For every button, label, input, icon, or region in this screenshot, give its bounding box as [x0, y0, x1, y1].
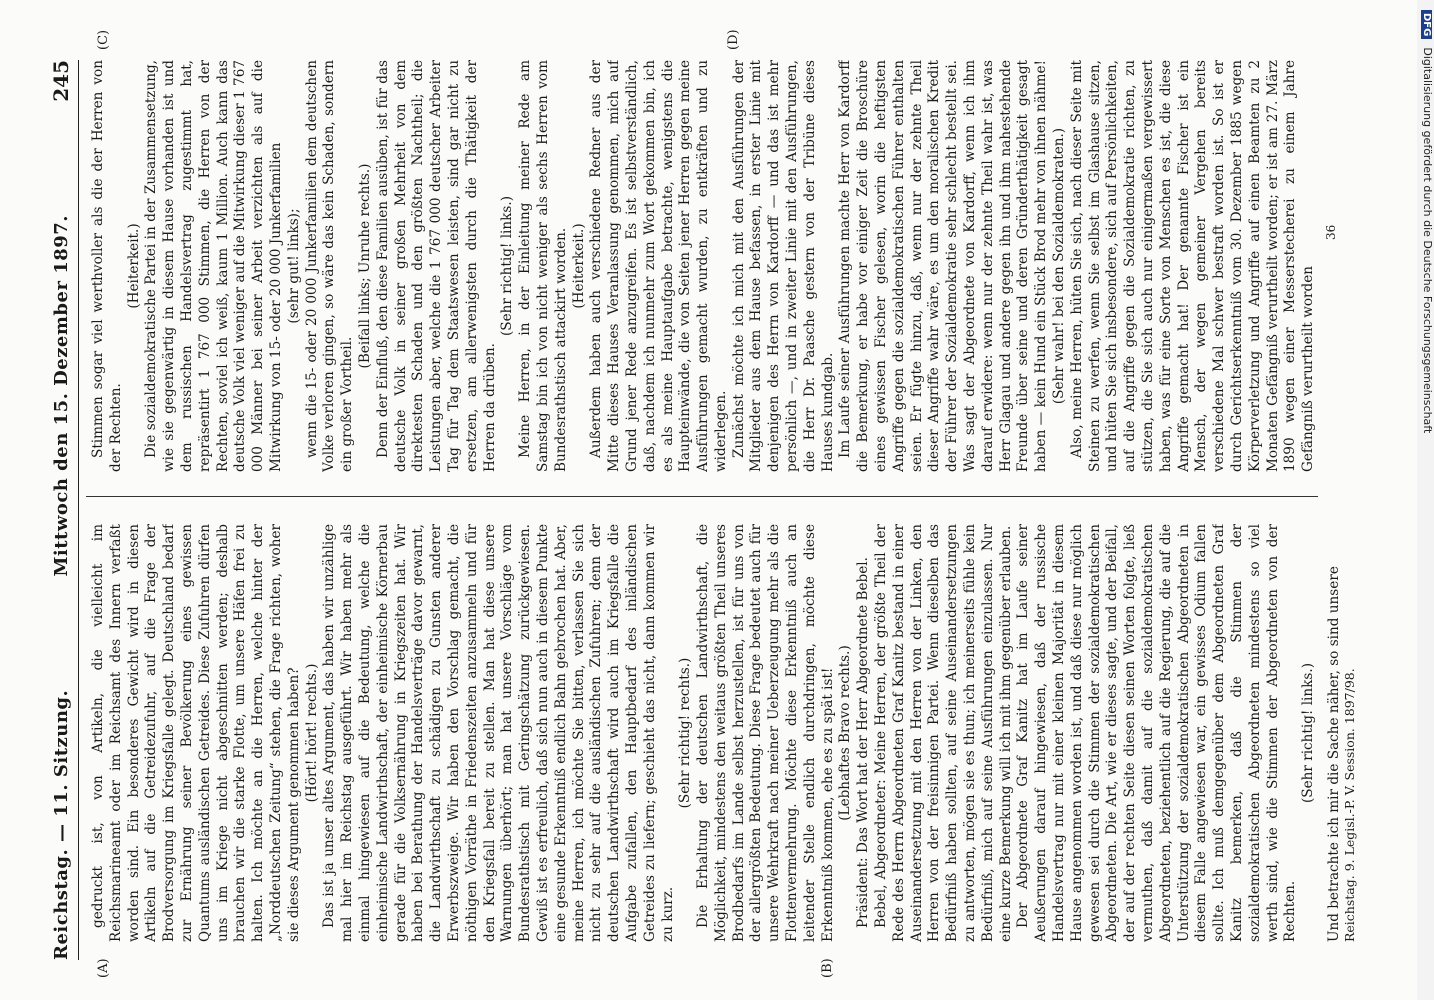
interjection: (Hört! hört! rechts.) [303, 663, 320, 803]
page-header [44, 60, 79, 960]
right-column [90, 60, 1316, 472]
paragraph: Denn der Einfluß, den diese Familien ausüben, ist für das deutsche Volk in seiner großen Mehrheit von dem direktesten Schaden und den größten Nachtheil; die Leistungen aber, welche die 1 767 000 deutscher Arbeiter Tag für Tag dem Staatswesen leisten, sind gar nicht zu ersetzen, am allerwenigsten durch die Thätigkeit der Herren da drüben. [374, 60, 498, 472]
interjection: (Lebhaftes Bravo rechts.) [837, 645, 854, 821]
column-divider [86, 496, 1318, 497]
interjection: (sehr gut! links); [285, 208, 302, 324]
sheet-count: 36 [1324, 224, 1338, 240]
paragraph: Präsident: Das Wort hat der Herr Abgeordnete Bebel. [855, 557, 872, 928]
paragraph: Meine Herren, in der Einleitung meiner Rede am Samstag bin ich von nicht weniger als sechs Herren vom Bundesrathstisch attackirt worden. [517, 60, 569, 472]
header-date: Mittwoch den 15. Dezember 1897. [50, 214, 72, 577]
credit-text: Digitalisierung gefördert durch die Deutsche Forschungsgemeinschaft [1421, 47, 1434, 434]
marker-b: (B) [820, 958, 835, 978]
paragraph: Also, meine Herren, hüten Sie sich, nach dieser Seite mit Steinen zu werfen, wenn Sie selbst im Glashause sitzen, und hüten Sie sich insbesondere, sich auf Persönlichkeiten, auf die Angriffe gegen die Sozialdemokratie richten, zu stützen, die Sie sich auch nur einigermaßen vergewissert haben, was für eine Sorte von Menschen es ist, die diese Angriffe gemacht hat! Der genannte Fischer ist ein Mensch, der wegen gemeiner Vergehen bereits verschiedene Mal schwer bestraft worden ist. So ist er durch Gerichtserkenntniß vom 30. Dezember 1885 wegen Körperverletzung und Angriffe auf einen Beamten zu 2 Monaten Gefängniß verurtheilt worden; er ist am 27. März 1890 wegen einer Messerstecherei zu einem Jahre Gefängniß verurtheilt worden [1068, 60, 1316, 472]
paragraph: Zunächst möchte ich mich mit den Ausführungen der Mitglieder aus dem Hause befassen, in erster Linie mit denjenigen des Herrn von Kardorff — und das ist mehr persönlich —, und in zweiter Linie mit den Ausführungen, die Herr Dr. Paasche gestern von der Tribüne dieses Hauses kundgab. [730, 60, 836, 472]
marker-a: (A) [96, 958, 111, 978]
digitization-credit [1421, 10, 1434, 433]
paragraph: gedruckt ist, von Artikeln, die vielleicht im Reichsmarineamt oder im Reichsamt des Innern verfaßt worden sind. Ein besonderes Gewicht wird in diesen Artikeln auf die Getreidezufuhr, auf die Frage der Brodversorgung im Kriegsfalle gelegt. Deutschland bedarf zur Ernährung seiner Bevölkerung eines gewissen Quantums ausländischen Getreides. Diese Zufuhren dürfen uns im Kriege nicht abgeschnitten werden; deshalb brauchen wir die starke Flotte, um unsere Häfen frei zu halten. Ich möchte an die Herren, welche hinter der „Norddeutschen Zeitung“ stehen, die Frage richten, woher sie dieses Argument genommen haben? [90, 524, 302, 942]
marker-c: (C) [96, 29, 111, 50]
marker-d: (D) [726, 29, 741, 50]
paragraph: Das ist ja unser altes Argument, das haben wir unzählige mal hier im Reichstag ausgeführt. Wir haben mehr als einmal hingewiesen auf die Bedeutung, welche die einheimische Landwirthschaft, der einheimische Körnerbau gerade für die Volksernährung in Kriegszeiten hat. Wir haben bei Berathung der Handelsverträge davor gewarnt, die Landwirthschaft zu schädigen zu Gunsten anderer Erwerbszweige. Wir haben den Vorschlag gemacht, die nöthigen Vorräthe in Friedenszeiten anzusammeln und für den Kriegsfall bereit zu stellen. Man hat diese unsere Warnungen überhört; man hat unsere Vorschläge vom Bundesrathstisch mit Geringschätzung zurückgewiesen. Gewiß ist es erfreulich, daß sich nun auch in diesem Punkte eine gesunde Erkenntniß endlich Bahn gebrochen hat. Aber, meine Herren, ich möchte Sie bitten, verlassen Sie sich nicht zu sehr auf die ausländischen Zufuhren; denn der deutschen Landwirthschaft wird auch im Kriegsfalle die Aufgabe zufallen, den Hauptbedarf des inländischen Getreides zu liefern; geschieht das nicht, dann kommen wir zu kurz. [321, 524, 676, 942]
paragraph: Außerdem haben auch verschiedene Redner aus der Mitte dieses Hauses Veranlassung genommen, mich auf Grund jener Rede anzugreifen. Es ist selbstverständlich, daß, nachdem ich nunmehr zum Wort gekommen bin, ich es als meine Hauptaufgabe betrachte, wenigstens die Haupteinwände, die von Seiten jener Herren gegen meine Ausführungen gemacht wurden, zu entkräften und zu widerlegen. [588, 60, 729, 472]
paragraph: Stimmen sogar viel werthvoller als die der Herren von der Rechten. [90, 60, 124, 472]
page-number: 245 [49, 60, 73, 102]
paragraph: Der Abgeordnete Graf Kanitz hat im Laufe seiner Aeußerungen darauf hingewiesen, daß der russische Handelsvertrag nur mit einer kleinen Majorität in diesem Hause angenommen worden ist, und daß diese nur möglich gewesen sei durch die Stimmen der sozialdemokratischen Abgeordneten. Die Art, wie er dieses sagte, und der Beifall, der auf der rechten Seite diesen seinen Worten folgte, ließ vermuthen, daß damit auf die sozialdemokratischen Abgeordneten, beziehentlich auf die Regierung, die auf die Unterstützung der sozialdemokratischen Abgeordneten in diesem Falle angewiesen war, ein gewisses Odium fallen sollte. Ich muß demgegenüber dem Abgeordneten Graf Kanitz bemerken, daß die Stimmen der sozialdemokratischen Abgeordneten mindestens so viel werth sind, wie die Stimmen der Abgeordneten von der Rechten. [1015, 524, 1299, 942]
paragraph: Die sozialdemokratische Partei in der Zusammensetzung, wie sie gegenwärtig in diesem Hause vorhanden ist und dem russischen Handelsvertrag zugestimmt hat, repräsentirt 1 767 000 Stimmen, die Herren von der Rechten, soviel ich weiß, kaum 1 Million. Auch kann das deutsche Volk viel weniger auf die Mitwirkung dieser 1 767 000 Männer bei seiner Arbeit verzichten als auf die Mitwirkung von 15- oder 20 000 Junkerfamilien [143, 60, 284, 472]
interjection: (Beifall links; Unruhe rechts.) [356, 163, 373, 369]
paragraph: wenn die 15- oder 20 000 Junkerfamilien dem deutschen Volke verloren gingen, so wäre das kein Schaden, sondern ein großer Vortheil. [303, 60, 356, 472]
interjection: (Heiterkeit.) [125, 223, 142, 309]
page-footer [1326, 512, 1358, 942]
session-reference: Reichstag. 9. Legisl.-P. V. Session. 1897/98. [1342, 668, 1357, 942]
left-column [90, 524, 1316, 942]
interjection: (Sehr wahr! bei den Sozialdemokraten.) [1051, 127, 1068, 405]
closing-line: Und betrachte ich mir die Sache näher, so sind unsere [1326, 566, 1342, 942]
paragraph: Die Erhaltung der deutschen Landwirthschaft, die Möglichkeit, mindestens den weitaus größten Theil unseres Brodbedarfs im Lande selbst herzustellen, ist für uns von der allergrößten Bedeutung. Diese Frage bedeutet auch für unsere Wehrkraft nach meiner Ueberzeugung mehr als die Flottenvermehrung. Möchte diese Erkenntniß auch an leitender Stelle endlich durchdringen, möchte diese Erkenntniß kommen, ehe es zu spät ist! [695, 524, 836, 942]
interjection: (Heiterkeit.) [570, 223, 587, 309]
header-left: Reichstag. — 11. Sitzung. [50, 689, 72, 960]
interjection: (Sehr richtig! links.) [499, 195, 516, 337]
paragraph: Im Laufe seiner Ausführungen machte Herr von Kardorff die Bemerkung, er habe vor einiger Zeit die Broschüre eines gewissen Fischer gelesen, worin die heftigsten Angriffe gegen die sozialdemokratischen Führer enthalten seien. Er fügte hinzu, daß, wenn nur der zehnte Theil dieser Angriffe wahr wäre, es um den moralischen Kredit der Führer der Sozialdemokratie sehr schlecht bestellt sei. Was sagt der Abgeordnete von Kardorff, wenn ich ihm darauf erwidere: wenn nur der zehnte Theil wahr ist, was Herr Glagau und andere gegen ihn und ihm nahestehende Freunde über seine und deren Gründerthätigkeit gesagt haben — kein Hund ein Stück Brod mehr von ihnen nähme! [837, 60, 1050, 472]
paragraph: Bebel, Abgeordneter: Meine Herren, der größte Theil der Rede des Herrn Abgeordneten Graf Kanitz bestand in einer Auseinandersetzung mit den Herren von der Linken, den Herren von der freisinnigen Partei. Wenn dieselben das Bedürfniß haben sollten, auf seine Auseinandersetzungen zu antworten, mögen sie es thun; ich meinerseits fühle kein Bedürfniß, mich auf seine Ausführungen einzulassen. Nur eine kurze Bemerkung will ich mit ihm gegenüber erlauben. [873, 524, 1014, 942]
dfg-logo: DFG [1421, 10, 1432, 39]
interjection: (Sehr richtig! rechts.) [677, 657, 694, 809]
interjection: (Sehr richtig! links.) [1300, 662, 1316, 804]
